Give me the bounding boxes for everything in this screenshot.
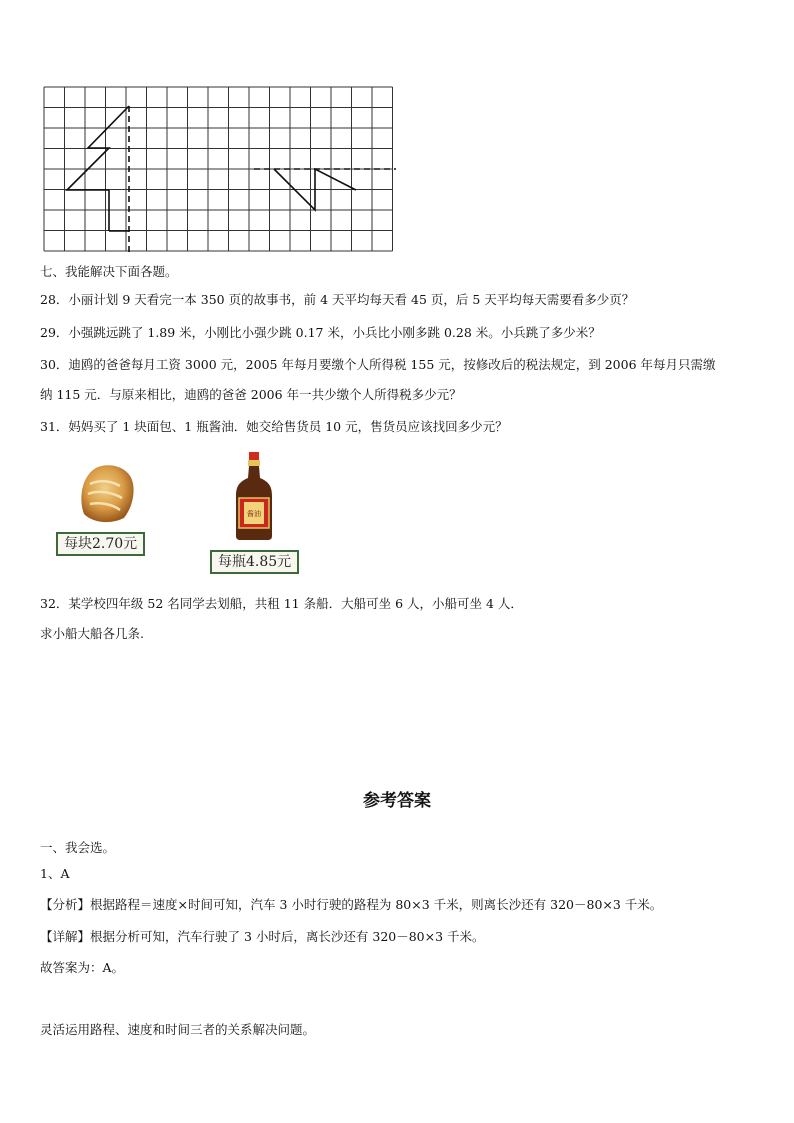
question-32-line1: 32．某学校四年级 52 名同学去划船，共租 11 条船．大船可坐 6 人，小船可坐 4 人． — [40, 596, 523, 611]
section7-heading: 七、我能解决下面各题。 — [40, 264, 178, 279]
question-31: 31．妈妈买了 1 块面包、1 瓶酱油．她交给售货员 10 元，售货员应该找回多少元？ — [40, 419, 508, 434]
soy-price-tag: 每瓶4.85元 — [210, 550, 299, 574]
soy-label-text: 酱油 — [247, 510, 261, 518]
answers-section-1: 一、我会选。 — [40, 840, 116, 855]
soy-sauce-bottle-image — [232, 450, 276, 542]
bread-price-tag: 每块2.70元 — [56, 532, 145, 556]
question-30-line2: 纳 115 元．与原来相比，迪鸥的爸爸 2006 年一共少缴个人所得税多少元？ — [40, 387, 462, 402]
question-32-line2: 求小船大船各几条. — [40, 626, 144, 641]
question-30-line1: 30．迪鸥的爸爸每月工资 3000 元，2005 年每月要缴个人所得税 155 元，按修改后的税法规定，到 2006 年每月只需缴 — [40, 357, 716, 372]
grid-lines — [44, 87, 393, 251]
answer-item-1: 1、A — [40, 866, 70, 881]
grid-figure — [40, 86, 396, 255]
answer-analysis: 【分析】根据路程＝速度×时间可知，汽车 3 小时行驶的路程为 80×3 千米，则离长沙还有 320－80×3 千米。 — [40, 897, 663, 912]
grid-svg — [40, 86, 396, 252]
answer-detail: 【详解】根据分析可知，汽车行驶了 3 小时后，离长沙还有 320－80×3 千米。 — [40, 929, 485, 944]
answer-note: 灵活运用路程、速度和时间三者的关系解决问题。 — [40, 1022, 316, 1037]
question-28: 28．小丽计划 9 天看完一本 350 页的故事书，前 4 天平均每天看 45 页，后 5 天平均每天需要看多少页？ — [40, 292, 635, 307]
answer-conclusion: 故答案为：A。 — [40, 960, 125, 975]
question-29: 29．小强跳远跳了 1.89 米，小刚比小强少跳 0.17 米，小兵比小刚多跳 0.28 米。小兵跳了多少米？ — [40, 325, 601, 340]
answers-title: 参考答案 — [363, 791, 431, 811]
bread-image — [76, 462, 136, 524]
